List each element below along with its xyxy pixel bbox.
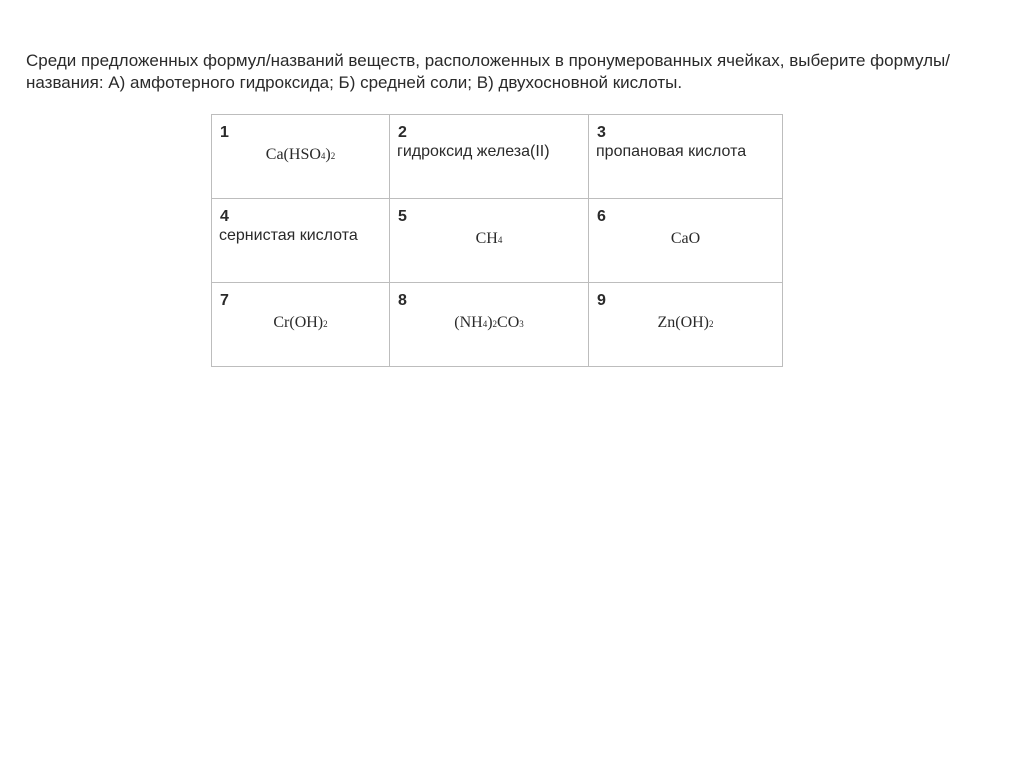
formula-part: Zn(OH) bbox=[657, 314, 710, 331]
cell-number: 7 bbox=[220, 292, 229, 309]
cell-number: 1 bbox=[220, 124, 229, 141]
cell-substance-name: сернистая кислота bbox=[219, 227, 358, 244]
formula-subscript: 2 bbox=[323, 319, 328, 329]
cell-number: 4 bbox=[220, 208, 229, 225]
cell-formula bbox=[220, 313, 381, 334]
formula-part: CO bbox=[497, 314, 520, 331]
grid-cell-9[interactable] bbox=[589, 283, 783, 367]
formula-subscript: 2 bbox=[492, 319, 498, 329]
task-instruction: Среди предложенных формул/названий веществ, расположенных в пронумерованных ячейках, выберите формулы/названия: А) амфотерного гидроксида; Б) средней соли; В) двухосновной кислоты. bbox=[26, 51, 950, 92]
cell-formula bbox=[220, 145, 381, 166]
formula-part: CH bbox=[475, 230, 498, 247]
grid-row bbox=[212, 283, 783, 367]
grid-row bbox=[212, 115, 783, 199]
grid-cell-7[interactable] bbox=[212, 283, 390, 367]
cell-substance-name: пропановая кислота bbox=[596, 143, 747, 160]
grid-cell-8[interactable] bbox=[390, 283, 589, 367]
cell-formula bbox=[597, 313, 774, 334]
formula-subscript: 2 bbox=[330, 151, 336, 161]
grid-cell-6[interactable] bbox=[589, 199, 783, 283]
cell-substance-name: гидроксид железа(II) bbox=[397, 143, 550, 160]
formula-subscript: 4 bbox=[482, 319, 488, 329]
grid-cell-3[interactable] bbox=[589, 115, 783, 199]
grid-cell-4[interactable] bbox=[212, 199, 390, 283]
grid-cell-2[interactable] bbox=[390, 115, 589, 199]
formula-part: ) bbox=[325, 146, 331, 163]
formula-part: ) bbox=[487, 314, 493, 331]
cell-formula bbox=[597, 229, 774, 249]
formula-subscript: 3 bbox=[519, 319, 524, 329]
formula-part: Cr(OH) bbox=[273, 314, 324, 331]
cell-formula bbox=[398, 229, 580, 250]
cell-number: 8 bbox=[398, 292, 407, 309]
grid-row bbox=[212, 199, 783, 283]
cell-formula bbox=[398, 313, 580, 334]
cell-number: 3 bbox=[597, 124, 606, 141]
formula-part: Ca(HSO bbox=[265, 146, 321, 163]
substances-grid bbox=[211, 114, 783, 367]
formula-subscript: 2 bbox=[709, 319, 714, 329]
grid-cell-1[interactable] bbox=[212, 115, 390, 199]
grid-cell-5[interactable] bbox=[390, 199, 589, 283]
formula-part: CaO bbox=[670, 230, 701, 247]
formula-subscript: 4 bbox=[320, 151, 326, 161]
cell-number: 9 bbox=[597, 292, 606, 309]
cell-number: 5 bbox=[398, 208, 407, 225]
formula-part: (NH bbox=[454, 314, 483, 331]
formula-subscript: 4 bbox=[497, 235, 503, 245]
cell-number: 6 bbox=[597, 208, 606, 225]
cell-number: 2 bbox=[398, 124, 407, 141]
